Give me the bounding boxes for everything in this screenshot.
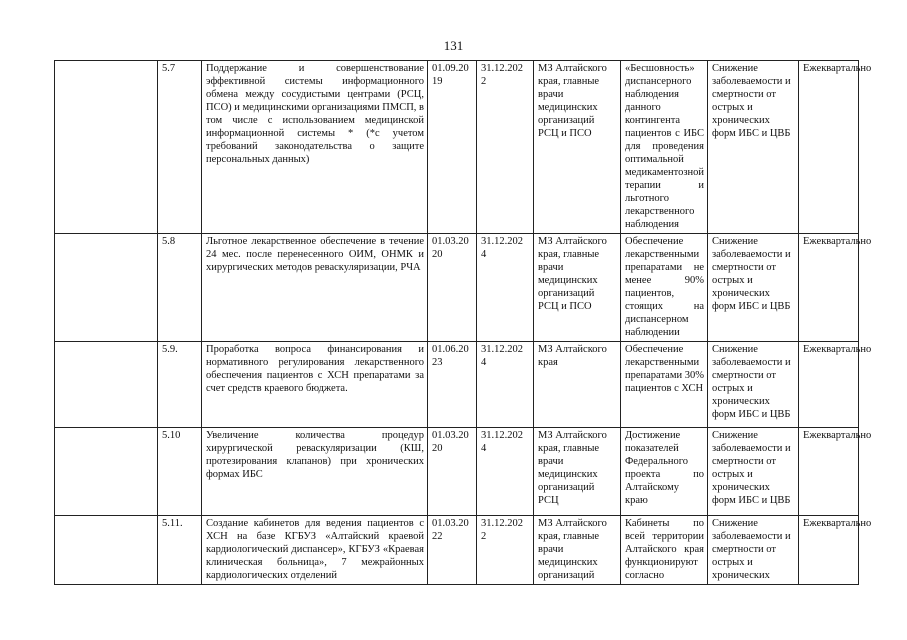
activity-cell: Проработка вопроса финансирования и нормативного регулирования лекарственного обеспечения пациентов с ХСН препаратами за счет средств краевого бюджета. [202, 342, 428, 428]
start-date-cell: 01.03.20 20 [428, 428, 477, 516]
activity-cell: Увеличение количества процедур хирургической реваскуляризации (КШ, протезирования клапанов) при хронических формах ИБС [202, 428, 428, 516]
row-number: 5.8 [158, 234, 202, 342]
result-cell: Обеспечение лекарственными препаратами 30% пациентов с ХСН [621, 342, 708, 428]
end-date-cell: 31.12.202 2 [477, 61, 534, 234]
table-row [55, 234, 859, 342]
indicator-cell: Снижение заболеваемости и смертности от острых и хронических форм ИБС и ЦВБ [708, 234, 799, 342]
page-number: 131 [443, 38, 464, 53]
result-cell: Достижение показателей Федерального проекта по Алтайскому краю [621, 428, 708, 516]
responsible-cell: МЗ Алтайского края, главные врачи медицинских организаций РСЦ и ПСО [534, 61, 621, 234]
responsible-cell: МЗ Алтайского края [534, 342, 621, 428]
start-date-cell: 01.03.20 22 [428, 516, 477, 585]
end-date-cell: 31.12.202 4 [477, 234, 534, 342]
start-date-cell: 01.09.20 19 [428, 61, 477, 234]
table-row [55, 428, 859, 516]
table-row [55, 342, 859, 428]
indicator-cell: Снижение заболеваемости и смертности от острых и хронических [708, 516, 799, 585]
empty-cell [55, 342, 158, 428]
row-number: 5.11. [158, 516, 202, 585]
activity-cell: Поддержание и совершенствование эффективной системы информационного обмена между сосудистыми центрами (РСЦ, ПСО) и медицинскими организациями ПМСП, в том числе с использованием медицинской информационной системы * (*с учетом требований законодательства о защите персональных данных) [202, 61, 428, 234]
frequency-cell: Ежеквартально [799, 342, 859, 428]
indicator-cell: Снижение заболеваемости и смертности от острых и хронических форм ИБС и ЦВБ [708, 428, 799, 516]
empty-cell [55, 234, 158, 342]
empty-cell [55, 61, 158, 234]
result-cell: «Бесшовность» диспансерного наблюдения данного контингента пациентов с ИБС для проведения оптимальной медикаментозной терапии и льготного лекарственного наблюдения [621, 61, 708, 234]
table-row [55, 61, 859, 234]
end-date-cell: 31.12.202 4 [477, 428, 534, 516]
frequency-cell: Ежеквартально [799, 428, 859, 516]
plan-table [54, 60, 872, 585]
activity-cell: Льготное лекарственное обеспечение в течение 24 мес. после перенесенного ОИМ, ОНМК и хирургических методов реваскуляризации, РЧА [202, 234, 428, 342]
row-number: 5.7 [158, 61, 202, 234]
responsible-cell: МЗ Алтайского края, главные врачи медицинских организаций РСЦ и ПСО [534, 234, 621, 342]
responsible-cell: МЗ Алтайского края, главные врачи медицинских организаций РСЦ [534, 428, 621, 516]
row-number: 5.10 [158, 428, 202, 516]
indicator-cell: Снижение заболеваемости и смертности от острых и хронических форм ИБС и ЦВБ [708, 61, 799, 234]
end-date-cell: 31.12.202 2 [477, 516, 534, 585]
start-date-cell: 01.03.20 20 [428, 234, 477, 342]
start-date-cell: 01.06.20 23 [428, 342, 477, 428]
frequency-cell: Ежеквартально [799, 516, 859, 585]
result-cell: Кабинеты по всей территории Алтайского края функционируют согласно [621, 516, 708, 585]
result-cell: Обеспечение лекарственными препаратами не менее 90% пациентов, стоящих на диспансерном наблюдении [621, 234, 708, 342]
table-row [55, 516, 859, 585]
frequency-cell: Ежеквартально [799, 61, 859, 234]
responsible-cell: МЗ Алтайского края, главные врачи медицинских организаций [534, 516, 621, 585]
empty-cell [55, 516, 158, 585]
empty-cell [55, 428, 158, 516]
activity-cell: Создание кабинетов для ведения пациентов с ХСН на базе КГБУЗ «Алтайский краевой кардиологический диспансер», КГБУЗ «Краевая клиническая больница», 7 межрайонных кардиологических отделений [202, 516, 428, 585]
frequency-cell: Ежеквартально [799, 234, 859, 342]
row-number: 5.9. [158, 342, 202, 428]
indicator-cell: Снижение заболеваемости и смертности от острых и хронических форм ИБС и ЦВБ [708, 342, 799, 428]
end-date-cell: 31.12.202 4 [477, 342, 534, 428]
